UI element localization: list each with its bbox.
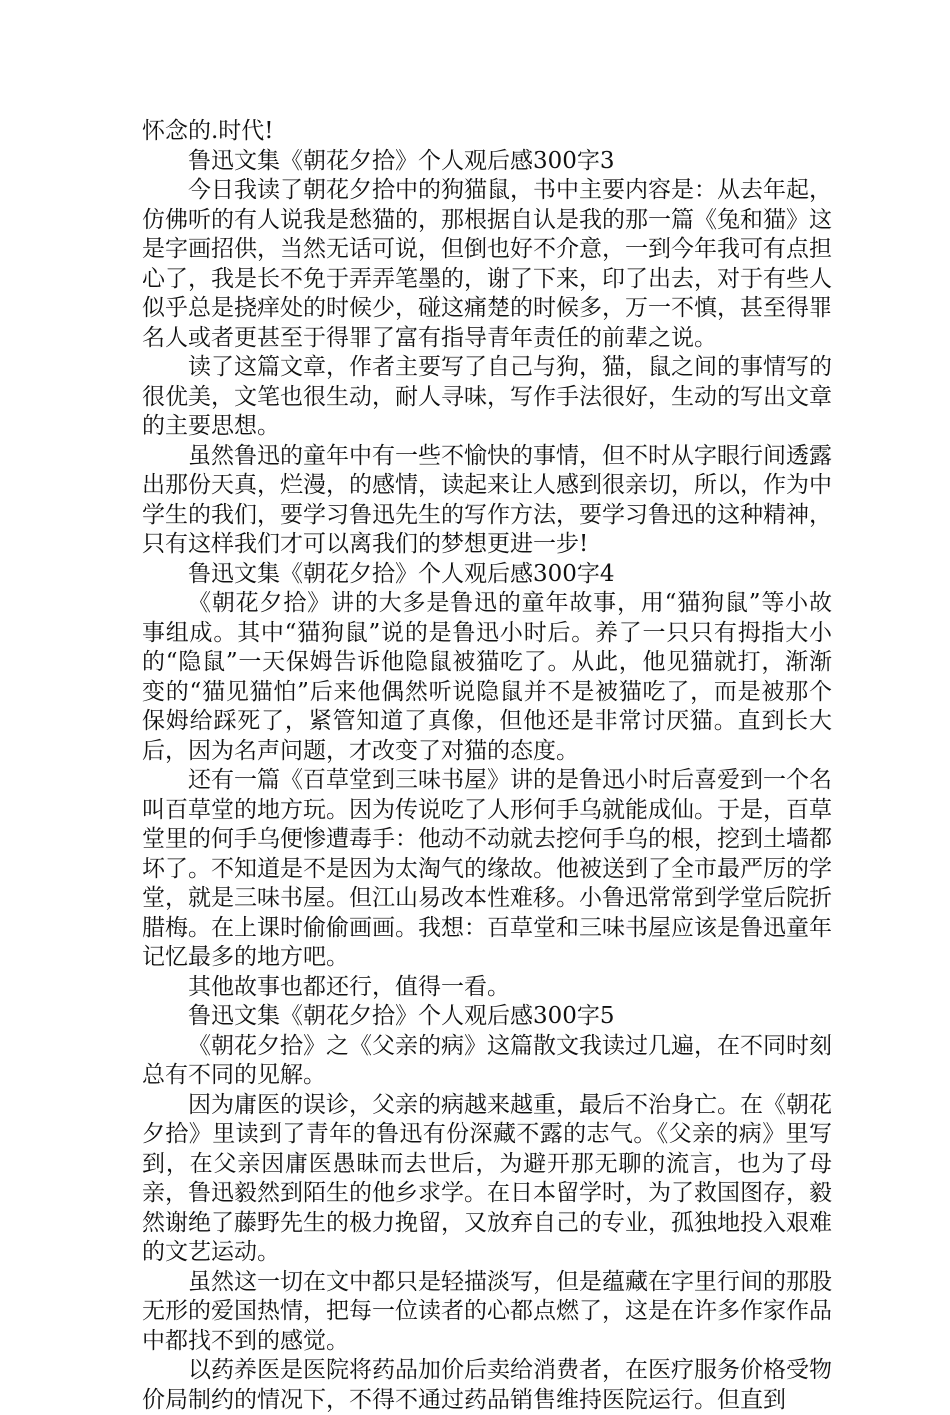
paragraph: 因为庸医的误诊，父亲的病越来越重，最后不治身亡。在《朝花夕拾》里读到了青年的鲁迅有份深藏不露的志气。《父亲的病》里写到，在父亲因庸医愚昧而去世后，为避开那无聊的流言，也为了母亲，鲁迅毅然到陌生的他乡求学。在日本留学时，为了救国图存，毅然谢绝了藤野先生的极力挽留，又放弃自己的专业，孤独地投入艰难的文艺运动。: [142, 1091, 832, 1265]
paragraph: 虽然这一切在文中都只是轻描淡写，但是蕴藏在字里行间的那股无形的爱国热情，把每一位读者的心都点燃了，这是在许多作家作品中都找不到的感觉。: [142, 1268, 832, 1354]
document-page: [142, 117, 832, 1415]
paragraph: 《朝花夕拾》讲的大多是鲁迅的童年故事，用“猫狗鼠”等小故事组成。其中“猫狗鼠”说的是鲁迅小时后。养了一只只有拇指大小的“隐鼠”一天保姆告诉他隐鼠被猫吃了。从此，他见猫就打，渐渐变的“猫见猫怕”后来他偶然听说隐鼠并不是被猫吃了，而是被那个保姆给踩死了，紧管知道了真像，但他还是非常讨厌猫。直到长大后，因为名声问题，才改变了对猫的态度。: [142, 590, 832, 764]
paragraph: 读了这篇文章，作者主要写了自己与狗，猫，鼠之间的事情写的很优美，文笔也很生动，耐人寻味，写作手法很好，生动的写出文章的主要思想。: [142, 354, 832, 439]
section-heading-4: 鲁迅文集《朝花夕拾》个人观后感300字4: [188, 560, 615, 587]
paragraph: 以药养医是医院将药品加价后卖给消费者，在医疗服务价格受物价局制约的情况下，不得不通过药品销售维持医院运行。但直到: [142, 1357, 832, 1413]
section-heading-5: 鲁迅文集《朝花夕拾》个人观后感300字5: [188, 1003, 615, 1029]
paragraph: 今日我读了朝花夕拾中的狗猫鼠，书中主要内容是：从去年起，仿佛听的有人说我是愁猫的，那根据自认是我的那一篇《兔和猫》这是字画招供，当然无话可说，但倒也好不介意，一到今年我可有点担心了，我是长不免于弄弄笔墨的，谢了下来，印了出去，对于有些人似乎总是挠痒处的时候少，碰这痛楚的时候多，万一不慎，甚至得罪名人或者更甚至于得罪了富有指导青年责任的前辈之说。: [142, 177, 832, 351]
paragraph: 还有一篇《百草堂到三味书屋》讲的是鲁迅小时后喜爱到一个名叫百草堂的地方玩。因为传说吃了人形何手乌就能成仙。于是，百草堂里的何手乌便惨遭毒手：他动不动就去挖何手乌的根，挖到土墙都坏了。不知道是不是因为太淘气的缘故。他被送到了全市最严厉的学堂，就是三味书屋。但江山易改本性难移。小鲁迅常常到学堂后院折腊梅。在上课时偷偷画画。我想：百草堂和三味书屋应该是鲁迅童年记忆最多的地方吧。: [142, 767, 832, 970]
section-heading-3: 鲁迅文集《朝花夕拾》个人观后感300字3: [188, 147, 615, 174]
paragraph: 其他故事也都还行，值得一看。: [188, 973, 510, 1000]
paragraph-continuation: 怀念的.时代!: [142, 118, 274, 144]
paragraph: 《朝花夕拾》之《父亲的病》这篇散文我读过几遍，在不同时刻总有不同的见解。: [142, 1032, 832, 1088]
paragraph: 虽然鲁迅的童年中有一些不愉快的事情，但不时从字眼行间透露出那份天真，烂漫，的感情，读起来让人感到很亲切，所以，作为中学生的我们，要学习鲁迅先生的写作方法，要学习鲁迅的这种精神，只有这样我们才可以离我们的梦想更进一步!: [142, 442, 832, 557]
